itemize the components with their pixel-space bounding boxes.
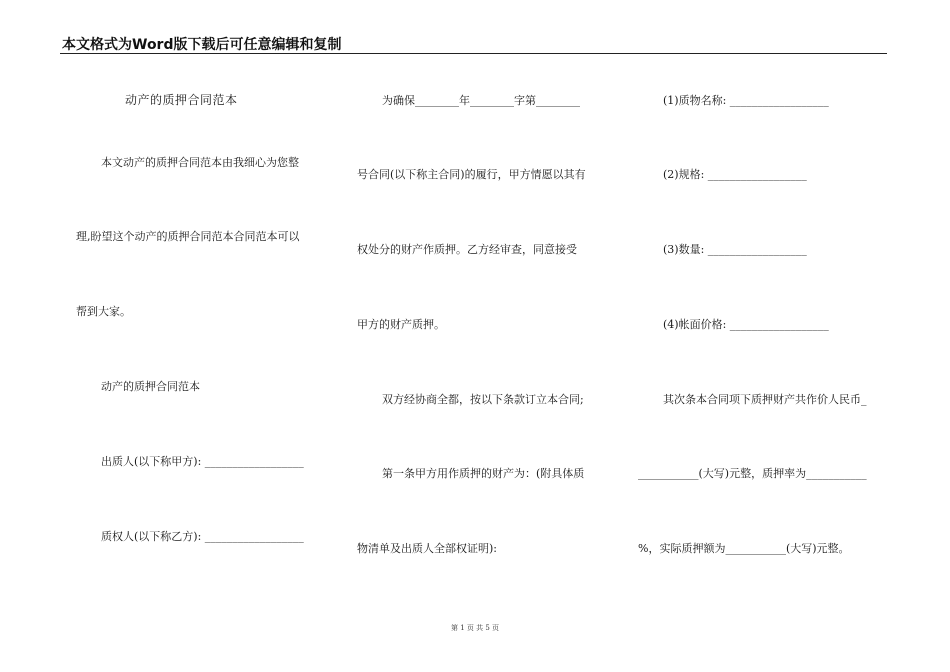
pledgor-line: 出质人(以下称甲方): __________________ [101, 455, 304, 468]
col2-line-7: 物清单及出质人全部权证明): [357, 542, 497, 555]
col3-line-5: 其次条本合同项下质押财产共作价人民币_ [663, 393, 867, 406]
col2-line-6: 第一条甲方用作质押的财产为：(附具体质 [382, 467, 585, 480]
col2-line-3: 权处分的财产作质押。乙方经审查，同意接受 [357, 243, 577, 256]
page-number: 第 1 页 共 5 页 [450, 624, 500, 632]
col2-line-1: 为确保________年________字第________ [382, 94, 580, 107]
header-divider [60, 53, 887, 54]
col2-line-5: 双方经协商全都，按以下条款订立本合同; [382, 393, 584, 406]
quantity-line: (3)数量: __________________ [663, 243, 807, 256]
intro-line-1: 本文动产的质押合同范本由我细心为您整 [101, 156, 299, 169]
col2-line-4: 甲方的财产质押。 [357, 318, 445, 331]
col2-line-2: 号合同(以下称主合同)的履行，甲方情愿以其有 [357, 168, 586, 181]
col3-line-6: ___________(大写)元整，质押率为___________ [638, 467, 867, 480]
book-value-line: (4)帐面价格: __________________ [663, 318, 829, 331]
subtitle: 动产的质押合同范本 [101, 380, 200, 393]
intro-line-2: 理,盼望这个动产的质押合同范本合同范本可以 [76, 230, 300, 243]
spec-line: (2)规格: __________________ [663, 168, 807, 181]
goods-name-line: (1)质物名称: __________________ [663, 94, 829, 107]
pledgee-line: 质权人(以下称乙方): __________________ [101, 530, 304, 543]
intro-line-3: 帮到大家。 [76, 305, 131, 318]
col3-line-7: %，实际质押额为___________(大写)元整。 [638, 542, 850, 555]
document-title: 动产的质押合同范本 [125, 93, 238, 107]
header-title: 本文格式为Word版下载后可任意编辑和复制 [62, 37, 342, 53]
